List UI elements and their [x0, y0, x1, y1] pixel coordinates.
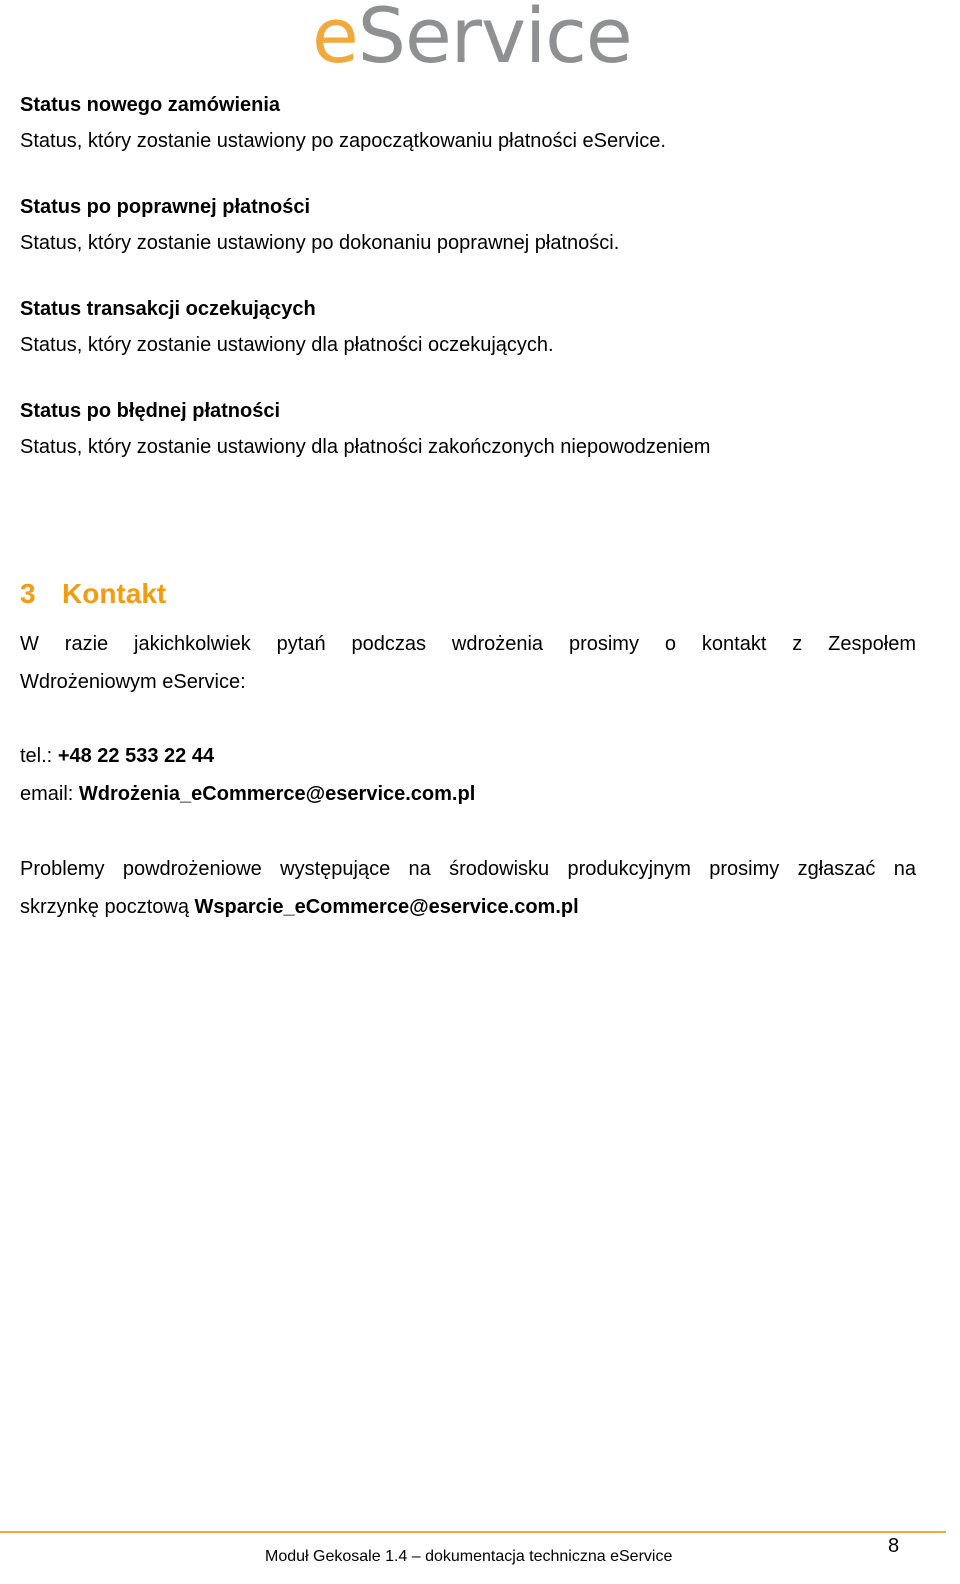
- status-item: [20, 292, 916, 362]
- logo-e-letter: e: [312, 0, 358, 80]
- status-description: Status, który zostanie ustawiony dla płatności oczekujących.: [20, 334, 554, 356]
- support-line: [20, 888, 916, 926]
- implementation-email[interactable]: Wdrożenia_eCommerce@eservice.com.pl: [78, 783, 476, 805]
- section-number: 3: [20, 578, 36, 609]
- logo-service-text: Service: [357, 0, 632, 80]
- support-email[interactable]: Wsparcie_eCommerce@eservice.com.pl: [194, 896, 579, 918]
- status-description: Status, który zostanie ustawiony dla płatności zakończonych niepowodzeniem: [20, 436, 711, 458]
- status-title: Status po poprawnej płatności: [20, 196, 311, 218]
- footer-divider: [0, 1531, 946, 1533]
- support-prefix: skrzynkę pocztową: [20, 896, 189, 918]
- status-title: Status nowego zamówienia: [20, 94, 281, 116]
- status-description: Status, który zostanie ustawiony po dokonaniu poprawnej płatności.: [20, 232, 620, 254]
- support-line: Problemy powdrożeniowe występujące na środowisku produkcyjnym prosimy zgłaszać na: [20, 858, 916, 880]
- contact-intro-line: Wdrożeniowym eService:: [20, 671, 246, 693]
- status-item: [20, 88, 916, 158]
- status-item: [20, 394, 916, 464]
- section-heading-contact: [20, 574, 166, 614]
- eservice-logo: [312, 0, 632, 86]
- status-title: Status transakcji oczekujących: [20, 298, 316, 320]
- status-item: [20, 190, 916, 260]
- status-list: [20, 88, 916, 496]
- contact-intro: [20, 625, 916, 701]
- status-title: Status po błędnej płatności: [20, 400, 281, 422]
- contact-intro-line: W razie jakichkolwiek pytań podczas wdrożenia prosimy o kontakt z Zespołem: [20, 633, 916, 655]
- phone-line: [20, 737, 916, 775]
- page-number: 8: [888, 1535, 900, 1557]
- phone-label: tel.:: [20, 745, 53, 767]
- status-description: Status, który zostanie ustawiony po zapoczątkowaniu płatności eService.: [20, 130, 666, 152]
- email-line: [20, 775, 916, 813]
- footer-text: Moduł Gekosale 1.4 – dokumentacja techniczna eService: [265, 1548, 673, 1565]
- section-title: Kontakt: [62, 578, 167, 609]
- contact-details: [20, 737, 916, 813]
- phone-number: +48 22 533 22 44: [57, 745, 215, 767]
- email-label: email:: [20, 783, 74, 805]
- support-paragraph: [20, 850, 916, 926]
